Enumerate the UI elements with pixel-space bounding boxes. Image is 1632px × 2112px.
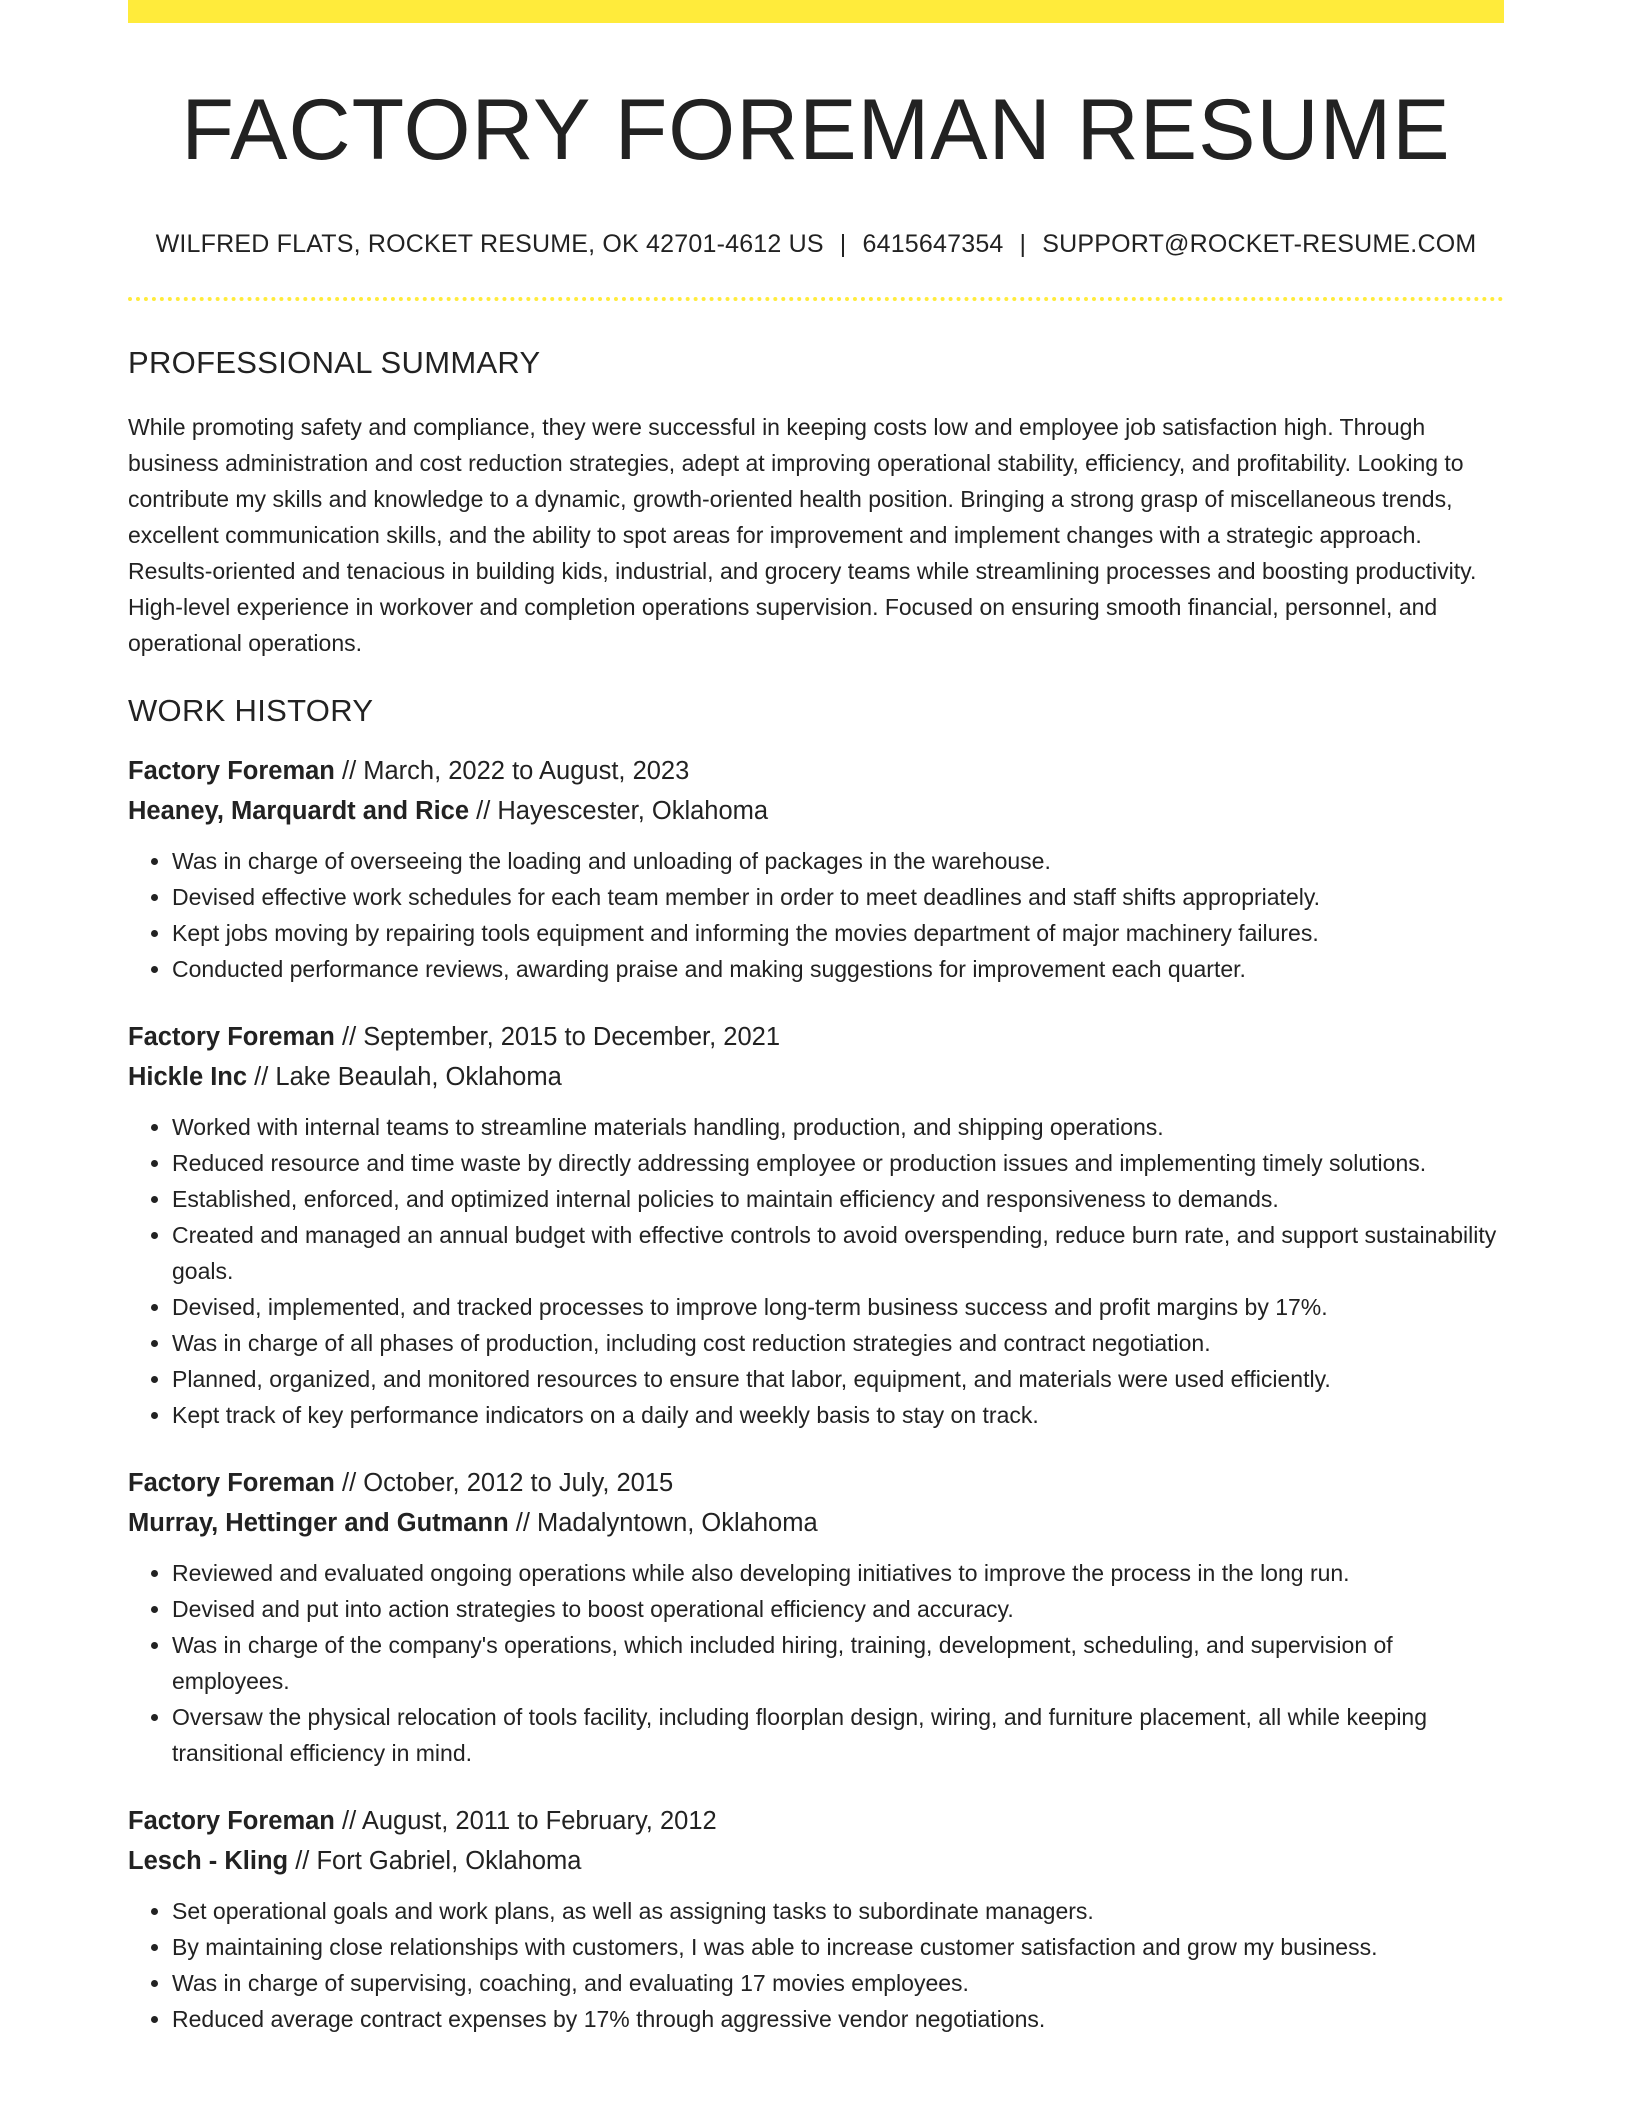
job-role-line: [128, 1017, 1504, 1057]
job-location: // Lake Beaulah, Oklahoma: [254, 1062, 562, 1091]
job-role: Factory Foreman: [128, 1806, 335, 1835]
contact-separator: |: [839, 229, 847, 258]
job-bullet: • Devised and put into action strategies to boost operational efficiency and accuracy.: [172, 1591, 1504, 1627]
job-bullet: • Kept track of key performance indicators on a daily and weekly basis to stay on track.: [172, 1397, 1504, 1433]
job-bullet: • Conducted performance reviews, awarding praise and making suggestions for improvement each quarter.: [172, 951, 1504, 987]
job-entry: [128, 751, 1504, 987]
job-company-line: [128, 791, 1504, 831]
job-dates: // August, 2011 to February, 2012: [341, 1806, 717, 1835]
job-bullet: • Oversaw the physical relocation of tools facility, including floorplan design, wiring, and furniture placement, all while keeping transitional efficiency in mind.: [172, 1699, 1504, 1771]
job-company: Heaney, Marquardt and Rice: [128, 796, 470, 825]
summary-heading: PROFESSIONAL SUMMARY: [128, 344, 541, 380]
job-bullets: [128, 843, 1504, 987]
job-company: Murray, Hettinger and Gutmann: [128, 1508, 509, 1537]
job-bullets: [128, 1893, 1504, 2037]
dotted-divider: [128, 297, 1504, 301]
summary-text: While promoting safety and compliance, they were successful in keeping costs low and employee job satisfaction high. Through business administration and cost reduction strategies, adept at improving operational stability, efficiency, and profitability. Looking to contribute my skills and knowledge to a dynamic, growth-oriented health position. Bringing a strong grasp of miscellaneous trends, excellent communication skills, and the ability to spot areas for improvement and implement changes with a strategic approach. Results-oriented and tenacious in building kids, industrial, and grocery teams while streamlining processes and boosting productivity. High-level experience in workover and completion operations supervision. Focused on ensuring smooth financial, personnel, and operational operations.: [128, 413, 1477, 656]
resume-page: [128, 0, 1504, 2037]
job-role: Factory Foreman: [128, 756, 335, 785]
job-role: Factory Foreman: [128, 1468, 335, 1497]
job-bullet: • Reviewed and evaluated ongoing operations while also developing initiatives to improve the process in the long run.: [172, 1555, 1504, 1591]
resume-title: FACTORY FOREMAN RESUME: [181, 82, 1451, 178]
job-location: // Fort Gabriel, Oklahoma: [295, 1846, 582, 1875]
job-bullet: • Devised effective work schedules for each team member in order to meet deadlines and staff shifts appropriately.: [172, 879, 1504, 915]
contact-address: WILFRED FLATS, ROCKET RESUME, OK 42701-4612 US: [155, 229, 824, 258]
job-bullets: [128, 1555, 1504, 1771]
job-bullet: • Planned, organized, and monitored resources to ensure that labor, equipment, and materials were used efficiently.: [172, 1361, 1504, 1397]
job-entry: [128, 1017, 1504, 1433]
job-role: Factory Foreman: [128, 1022, 335, 1051]
job-bullet: • Established, enforced, and optimized internal policies to maintain efficiency and responsiveness to demands.: [172, 1181, 1504, 1217]
job-bullets: [128, 1109, 1504, 1433]
contact-email: SUPPORT@ROCKET-RESUME.COM: [1042, 229, 1477, 258]
job-bullet: • Set operational goals and work plans, as well as assigning tasks to subordinate managers.: [172, 1893, 1504, 1929]
job-role-line: [128, 1463, 1504, 1503]
contact-phone: 6415647354: [862, 229, 1004, 258]
job-bullet: • Was in charge of the company's operations, which included hiring, training, development, scheduling, and supervision of employees.: [172, 1627, 1504, 1699]
job-bullet: • Was in charge of supervising, coaching, and evaluating 17 movies employees.: [172, 1965, 1504, 2001]
work-history-heading: WORK HISTORY: [128, 692, 374, 728]
job-bullet: • Was in charge of overseeing the loading and unloading of packages in the warehouse.: [172, 843, 1504, 879]
job-dates: // March, 2022 to August, 2023: [341, 756, 690, 785]
job-bullet: • Was in charge of all phases of production, including cost reduction strategies and contract negotiation.: [172, 1325, 1504, 1361]
job-bullet: • Reduced average contract expenses by 17% through aggressive vendor negotiations.: [172, 2001, 1504, 2037]
job-company-line: [128, 1841, 1504, 1881]
job-bullet: • Created and managed an annual budget with effective controls to avoid overspending, reduce burn rate, and support sustainability goals.: [172, 1217, 1504, 1289]
job-location: // Madalyntown, Oklahoma: [515, 1508, 818, 1537]
contact-line: [128, 230, 1504, 259]
job-company-line: [128, 1503, 1504, 1543]
job-dates: // September, 2015 to December, 2021: [341, 1022, 781, 1051]
job-bullet: • Reduced resource and time waste by directly addressing employee or production issues and implementing timely solutions.: [172, 1145, 1504, 1181]
job-bullet: • By maintaining close relationships with customers, I was able to increase customer satisfaction and grow my business.: [172, 1929, 1504, 1965]
job-location: // Hayescester, Oklahoma: [476, 796, 769, 825]
job-bullet: • Devised, implemented, and tracked processes to improve long-term business success and profit margins by 17%.: [172, 1289, 1504, 1325]
job-dates: // October, 2012 to July, 2015: [341, 1468, 674, 1497]
job-company: Hickle Inc: [128, 1062, 248, 1091]
contact-separator: |: [1019, 229, 1027, 258]
job-entry: [128, 1801, 1504, 2037]
job-bullet: • Worked with internal teams to streamline materials handling, production, and shipping operations.: [172, 1109, 1504, 1145]
top-accent-bar: [128, 0, 1504, 23]
job-company: Lesch - Kling: [128, 1846, 289, 1875]
job-bullet: • Kept jobs moving by repairing tools equipment and informing the movies department of major machinery failures.: [172, 915, 1504, 951]
job-role-line: [128, 751, 1504, 791]
job-role-line: [128, 1801, 1504, 1841]
job-entry: [128, 1463, 1504, 1771]
job-company-line: [128, 1057, 1504, 1097]
